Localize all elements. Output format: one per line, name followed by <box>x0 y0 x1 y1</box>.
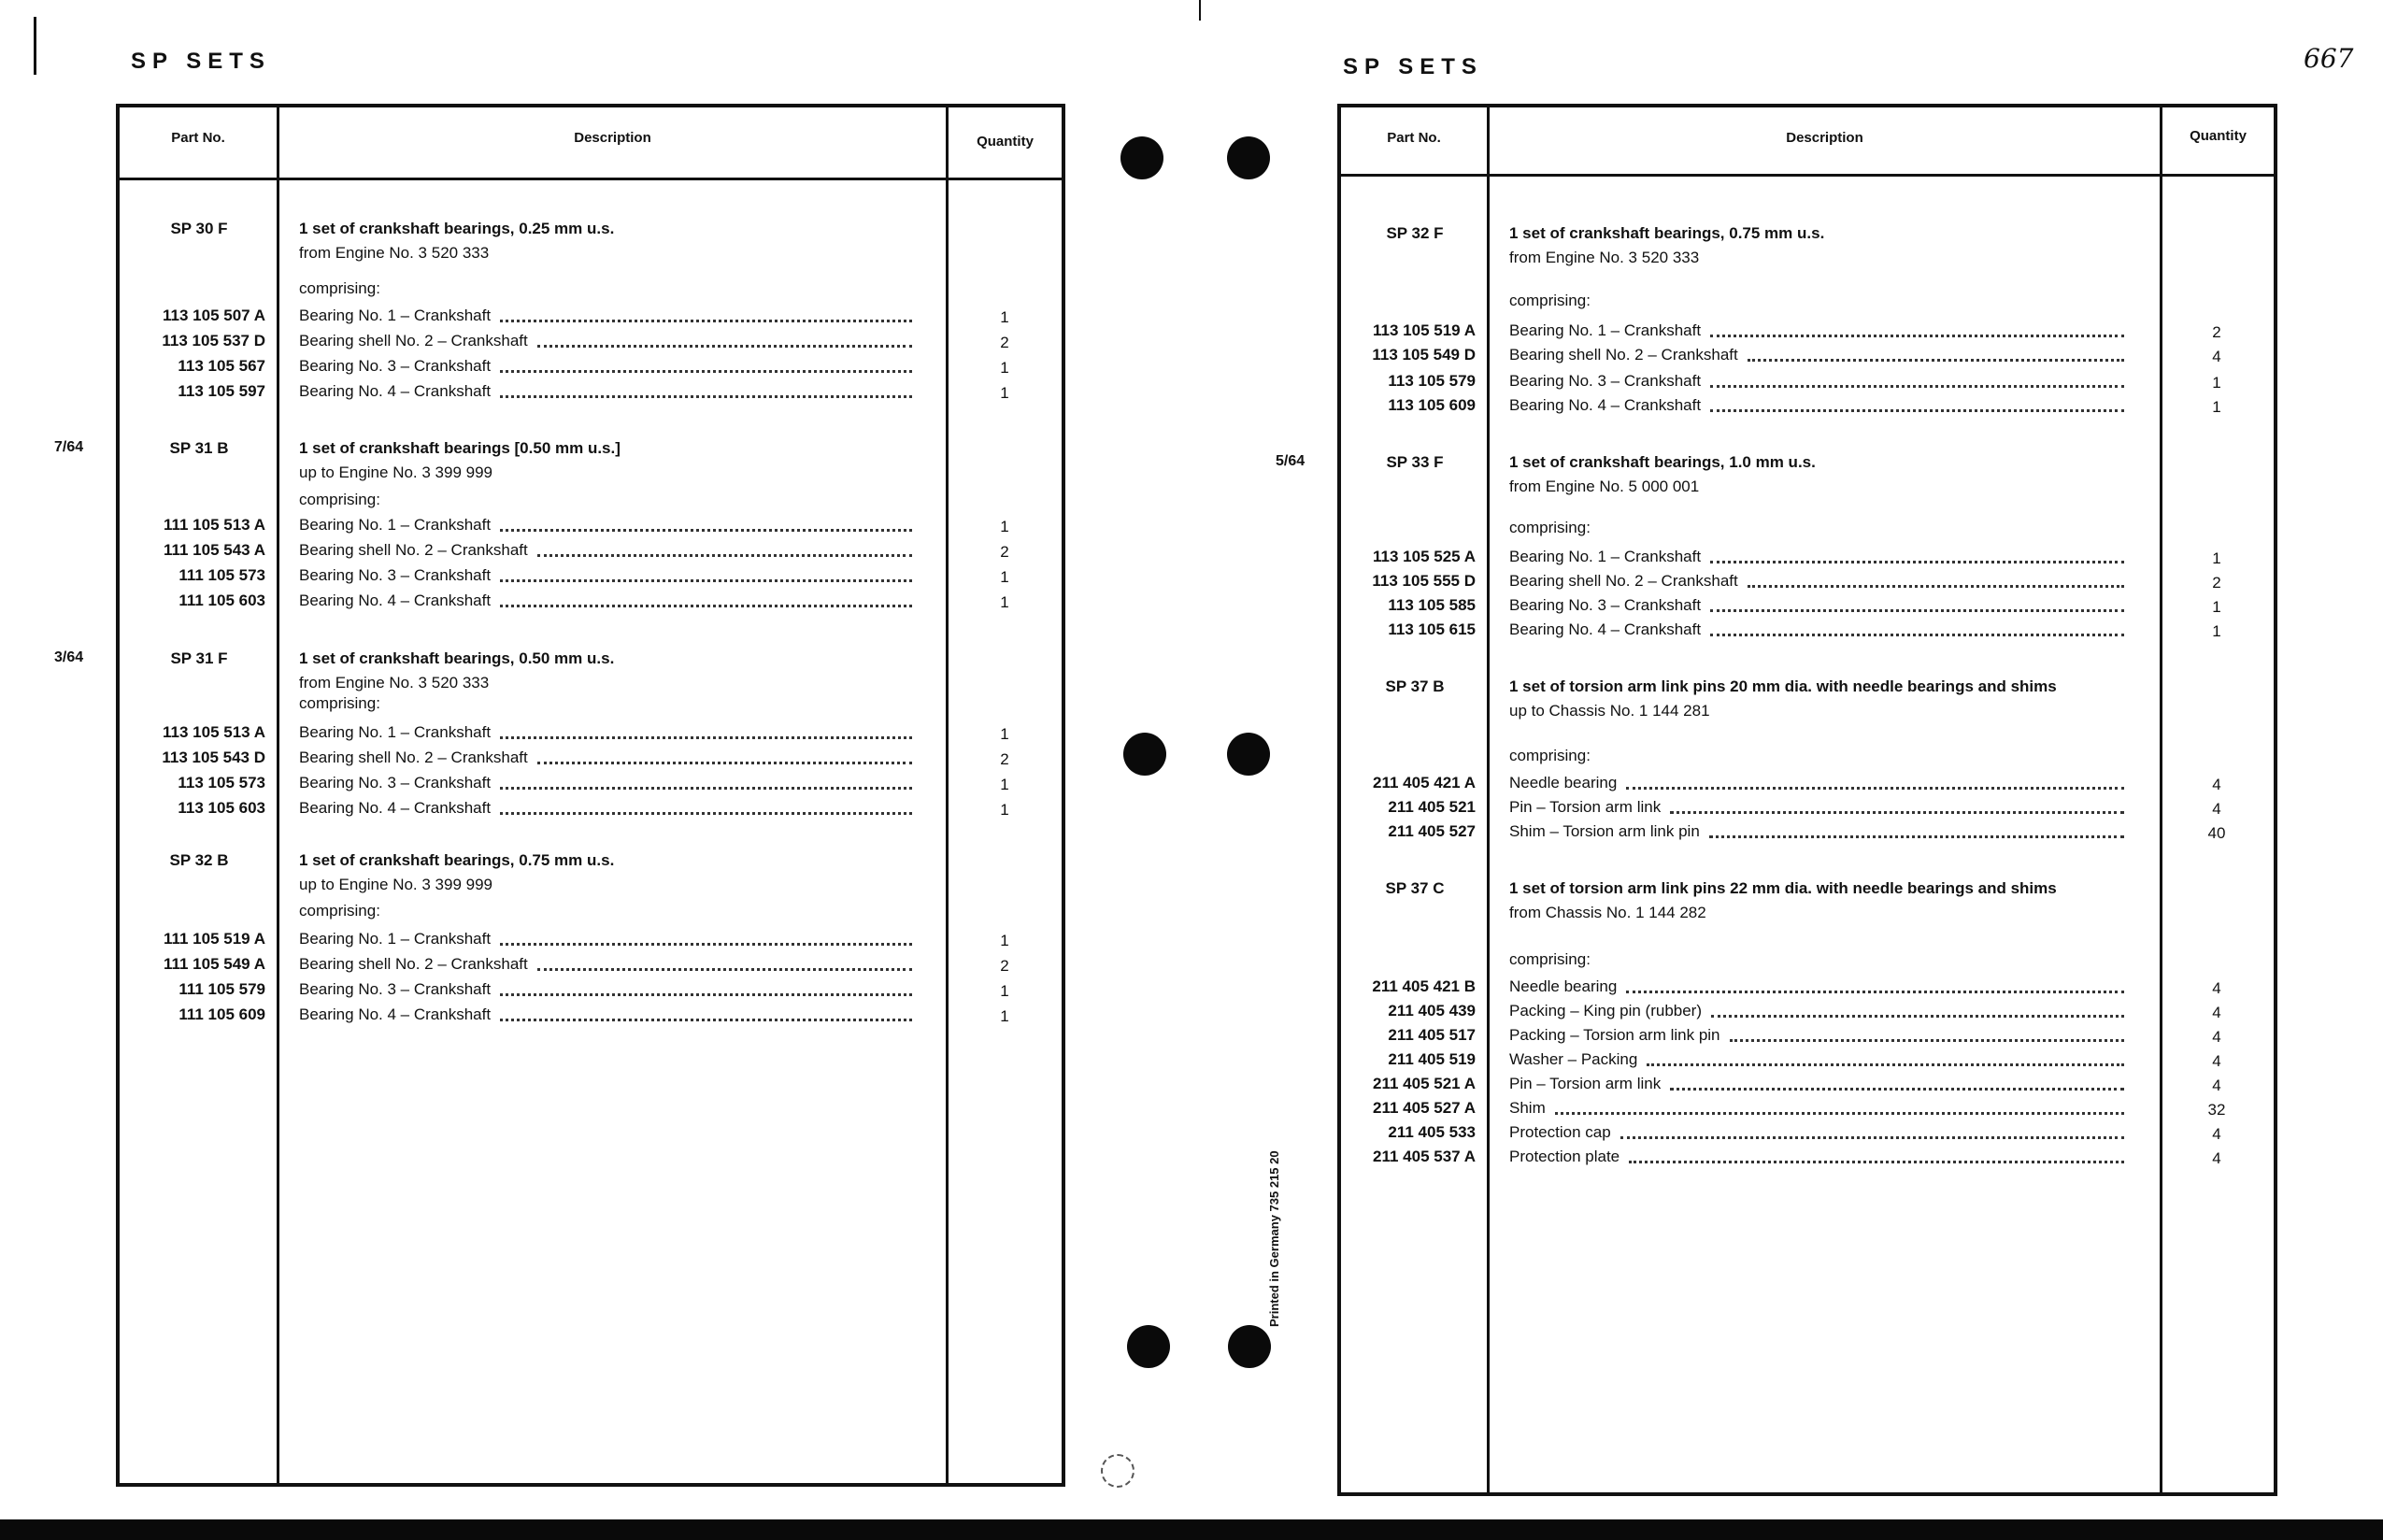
description-text: Shim <box>1509 1099 1546 1117</box>
part-number: 113 105 573 <box>178 774 265 791</box>
description-text: 1 set of crankshaft bearings, 0.50 mm u.s. <box>299 649 615 667</box>
leader-dots <box>537 968 912 971</box>
scan-bottom-edge <box>0 1519 2383 1540</box>
part-number: 111 105 549 A <box>163 955 265 973</box>
part-number: 113 105 513 A <box>163 723 265 741</box>
header-description: Description <box>574 130 651 146</box>
quantity-value: 2 <box>1000 750 1009 768</box>
quantity-value: 1 <box>2212 622 2221 640</box>
description-text: Bearing shell No. 2 – Crankshaft <box>299 332 528 349</box>
quantity-value: 2 <box>2212 574 2221 592</box>
leader-dots <box>537 554 912 557</box>
quantity-value: 1 <box>1000 308 1009 326</box>
leader-dots <box>1710 335 2124 337</box>
description-text: Bearing No. 3 – Crankshaft <box>1509 596 1702 614</box>
leader-dots <box>1626 787 2124 790</box>
margin-note: 3/64 <box>54 649 84 665</box>
description-subtext: from Chassis No. 1 144 282 <box>1509 904 1706 921</box>
description-text: Protection plate <box>1509 1148 1620 1165</box>
description-text: Bearing shell No. 2 – Crankshaft <box>299 749 528 766</box>
description-subtext: from Engine No. 5 000 001 <box>1509 478 1700 495</box>
leader-dots <box>500 395 912 398</box>
description-subtext: from Engine No. 3 520 333 <box>1509 249 1700 266</box>
table-row <box>1341 620 2274 652</box>
quantity-value: 4 <box>2212 1149 2221 1167</box>
description-text: Bearing No. 4 – Crankshaft <box>1509 620 1702 638</box>
quantity-value: 1 <box>2212 374 2221 392</box>
part-number: 113 105 597 <box>178 382 265 400</box>
table-row <box>1341 822 2274 854</box>
printed-in-germany-imprint: Printed in Germany 735 215 20 <box>1267 1150 1281 1327</box>
page-title: SP SETS <box>131 49 271 74</box>
description-text: Bearing No. 1 – Crankshaft <box>299 723 492 741</box>
quantity-value: 40 <box>2207 824 2226 842</box>
description-text: Bearing No. 1 – Crankshaft <box>299 307 492 324</box>
description-text: Shim – Torsion arm link pin <box>1509 822 1700 840</box>
quantity-value: 2 <box>1000 334 1009 351</box>
margin-note: 5/64 <box>1276 453 1306 469</box>
set-header-row <box>1276 453 2274 495</box>
description-text: Bearing No. 3 – Crankshaft <box>299 774 492 791</box>
punch-ring <box>1101 1454 1134 1488</box>
part-number: 113 105 555 D <box>1372 572 1476 590</box>
description-text: Bearing No. 3 – Crankshaft <box>299 566 492 584</box>
leader-dots <box>1710 634 2124 636</box>
header-quantity: Quantity <box>977 134 1034 150</box>
quantity-value: 4 <box>2212 979 2221 997</box>
leader-dots <box>537 762 912 764</box>
description-text: Bearing No. 4 – Crankshaft <box>299 592 492 609</box>
description-text: Bearing No. 4 – Crankshaft <box>299 799 492 817</box>
comprising-row <box>1341 292 2274 323</box>
quantity-value: 1 <box>1000 982 1009 1000</box>
quantity-value: 1 <box>1000 1007 1009 1025</box>
description-text: 1 set of torsion arm link pins 22 mm dia. with needle bearings and shims <box>1509 879 2057 897</box>
leader-dots <box>1710 561 2124 563</box>
quantity-value: 2 <box>1000 543 1009 561</box>
leader-dots <box>500 993 912 996</box>
table-row <box>120 1005 1062 1037</box>
part-number: 113 105 543 D <box>162 749 265 766</box>
part-number: 111 105 603 <box>178 592 265 609</box>
part-number: 211 405 521 A <box>1373 1075 1476 1092</box>
leader-dots <box>1748 585 2124 588</box>
part-number: SP 37 B <box>1385 677 1445 695</box>
quantity-value: 32 <box>2207 1101 2226 1119</box>
description-text: Bearing No. 3 – Crankshaft <box>299 357 492 375</box>
description-text: Packing – Torsion arm link pin <box>1509 1026 1720 1044</box>
parts-table <box>54 104 1065 1487</box>
quantity-value: 4 <box>2212 1125 2221 1143</box>
leader-dots <box>500 320 912 322</box>
leader-dots <box>1626 991 2124 993</box>
quantity-value: 1 <box>2212 598 2221 616</box>
description-text: Bearing No. 1 – Crankshaft <box>299 930 492 948</box>
leader-dots <box>1647 1063 2124 1066</box>
description-subtext: from Engine No. 3 520 333 <box>299 244 490 262</box>
part-number: 113 105 549 D <box>1372 346 1476 364</box>
table-row <box>120 382 1062 414</box>
set-header-row <box>1341 677 2274 720</box>
part-number: SP 32 F <box>1386 224 1444 242</box>
header-quantity: Quantity <box>2190 128 2247 144</box>
description-text: comprising: <box>299 279 380 297</box>
comprising-row <box>120 694 1062 726</box>
margin-note: 7/64 <box>54 439 84 455</box>
quantity-value: 4 <box>2212 1052 2221 1070</box>
description-text: Bearing shell No. 2 – Crankshaft <box>299 955 528 973</box>
quantity-value: 1 <box>1000 384 1009 402</box>
header-part-no: Part No. <box>171 130 225 146</box>
table-row <box>1341 396 2274 428</box>
part-number: SP 30 F <box>170 220 228 237</box>
description-text: Washer – Packing <box>1509 1050 1638 1068</box>
part-number: 111 105 579 <box>178 980 265 998</box>
description-text: comprising: <box>1509 950 1591 968</box>
binder-hole <box>1228 1325 1271 1368</box>
binder-hole <box>1120 136 1163 179</box>
part-number: 111 105 519 A <box>163 930 265 948</box>
quantity-value: 2 <box>1000 957 1009 975</box>
part-number: 211 405 519 <box>1388 1050 1476 1068</box>
description-text: comprising: <box>1509 519 1591 536</box>
comprising-row <box>120 902 1062 934</box>
description-subtext: up to Chassis No. 1 144 281 <box>1509 702 1710 720</box>
description-text: 1 set of crankshaft bearings, 0.25 mm u.s. <box>299 220 615 237</box>
part-number: 211 405 521 <box>1388 798 1476 816</box>
description-text: 1 set of torsion arm link pins 20 mm dia. with needle bearings and shims <box>1509 677 2057 695</box>
part-number: 113 105 537 D <box>162 332 265 349</box>
quantity-value: 1 <box>2212 398 2221 416</box>
parts-table <box>1276 104 2277 1496</box>
quantity-value: 4 <box>2212 1028 2221 1046</box>
quantity-value: 1 <box>1000 801 1009 819</box>
set-header-row <box>120 220 1062 262</box>
part-number: 211 405 421 B <box>1372 977 1476 995</box>
part-number: SP 31 B <box>169 439 229 457</box>
page-number: 667 <box>2304 43 2354 74</box>
quantity-value: 4 <box>2212 800 2221 818</box>
leader-dots <box>1670 811 2124 814</box>
leader-dots <box>500 787 912 790</box>
description-text: Bearing shell No. 2 – Crankshaft <box>299 541 528 559</box>
part-number: 111 105 513 A <box>163 516 265 534</box>
description-text: 1 set of crankshaft bearings, 0.75 mm u.s. <box>299 851 615 869</box>
quantity-value: 1 <box>2212 549 2221 567</box>
leader-dots <box>500 1019 912 1021</box>
description-text: 1 set of crankshaft bearings, 1.0 mm u.s. <box>1509 453 1816 471</box>
leader-dots <box>500 736 912 739</box>
leader-dots <box>500 943 912 946</box>
leader-dots <box>500 529 912 532</box>
description-text: Bearing No. 4 – Crankshaft <box>1509 396 1702 414</box>
description-text: Needle bearing <box>1509 977 1618 995</box>
part-number: 111 105 543 A <box>163 541 265 559</box>
comprising-row <box>1341 519 2274 550</box>
leader-dots <box>1709 835 2124 838</box>
leader-dots <box>1629 1161 2124 1163</box>
table-row <box>120 592 1062 623</box>
part-number: 211 405 527 <box>1388 822 1476 840</box>
leader-dots <box>500 579 912 582</box>
table-row <box>1341 1148 2274 1179</box>
description-text: comprising: <box>299 491 380 508</box>
binder-hole <box>1123 733 1166 776</box>
leader-dots <box>500 605 912 607</box>
leader-dots <box>537 345 912 348</box>
leader-dots <box>1555 1112 2124 1115</box>
part-number: 211 405 533 <box>1388 1123 1476 1141</box>
part-number: 211 405 527 A <box>1373 1099 1476 1117</box>
binder-hole <box>1127 1325 1170 1368</box>
leader-dots <box>1748 359 2124 362</box>
part-number: 113 105 507 A <box>163 307 265 324</box>
part-number: 111 105 609 <box>178 1005 265 1023</box>
part-number: 211 405 439 <box>1388 1002 1476 1020</box>
quantity-value: 2 <box>2212 323 2221 341</box>
description-text: Needle bearing <box>1509 774 1618 791</box>
description-text: Pin – Torsion arm link <box>1509 798 1662 816</box>
set-header-row <box>1341 879 2274 921</box>
part-number: SP 33 F <box>1386 453 1444 471</box>
part-number: 113 105 525 A <box>1373 548 1476 565</box>
part-number: SP 37 C <box>1385 879 1445 897</box>
quantity-value: 4 <box>2212 1077 2221 1094</box>
quantity-value: 1 <box>1000 932 1009 949</box>
quantity-value: 1 <box>1000 568 1009 586</box>
part-number: 211 405 517 <box>1388 1026 1476 1044</box>
set-header-row <box>54 649 1062 692</box>
description-text: 1 set of crankshaft bearings [0.50 mm u.s.] <box>299 439 621 457</box>
part-number: 113 105 567 <box>178 357 265 375</box>
right-page <box>1201 0 2383 1512</box>
description-text: Bearing No. 4 – Crankshaft <box>299 1005 492 1023</box>
part-number: 211 405 421 A <box>1373 774 1476 791</box>
part-number: 113 105 615 <box>1388 620 1476 638</box>
leader-dots <box>500 812 912 815</box>
left-page <box>0 0 1201 1512</box>
leader-dots <box>1670 1088 2124 1091</box>
set-header-row <box>120 851 1062 893</box>
description-text: Packing – King pin (rubber) <box>1509 1002 1703 1020</box>
part-number: 113 105 519 A <box>1373 321 1476 339</box>
quantity-value: 4 <box>2212 348 2221 365</box>
description-text: Bearing No. 4 – Crankshaft <box>299 382 492 400</box>
description-text: Bearing shell No. 2 – Crankshaft <box>1509 346 1738 364</box>
quantity-value: 1 <box>1000 725 1009 743</box>
table-row <box>120 799 1062 831</box>
description-text: Bearing No. 1 – Crankshaft <box>1509 548 1702 565</box>
leader-dots <box>1710 385 2124 388</box>
quantity-value: 4 <box>2212 1004 2221 1021</box>
header-part-no: Part No. <box>1387 130 1441 146</box>
part-number: SP 31 F <box>170 649 228 667</box>
leader-dots <box>1620 1136 2124 1139</box>
description-text: Bearing No. 3 – Crankshaft <box>299 980 492 998</box>
description-text: Bearing No. 1 – Crankshaft <box>299 516 492 534</box>
page-title: SP SETS <box>1343 54 1483 79</box>
leader-dots <box>1710 409 2124 412</box>
quantity-value: 4 <box>2212 776 2221 793</box>
quantity-value: 1 <box>1000 593 1009 611</box>
description-text: Pin – Torsion arm link <box>1509 1075 1662 1092</box>
leader-dots <box>500 370 912 373</box>
set-header-row <box>54 439 1062 481</box>
part-number: 113 105 585 <box>1388 596 1476 614</box>
description-text: Bearing No. 3 – Crankshaft <box>1509 372 1702 390</box>
part-number: SP 32 B <box>169 851 229 869</box>
description-subtext: up to Engine No. 3 399 999 <box>299 463 492 481</box>
description-text: Protection cap <box>1509 1123 1611 1141</box>
description-subtext: up to Engine No. 3 399 999 <box>299 876 492 893</box>
set-header-row <box>1341 224 2274 266</box>
table-body <box>54 107 1062 1483</box>
leader-dots <box>1730 1039 2124 1042</box>
description-text: Bearing shell No. 2 – Crankshaft <box>1509 572 1738 590</box>
table-body <box>1276 107 2274 1492</box>
quantity-value: 1 <box>1000 359 1009 377</box>
part-number: 113 105 579 <box>1388 372 1476 390</box>
description-text: comprising: <box>299 694 380 712</box>
description-text: comprising: <box>1509 292 1591 309</box>
part-number: 113 105 609 <box>1388 396 1476 414</box>
binder-hole <box>1227 733 1270 776</box>
quantity-value: 1 <box>1000 776 1009 793</box>
leader-dots <box>1711 1015 2124 1018</box>
description-text: 1 set of crankshaft bearings, 0.75 mm u.s. <box>1509 224 1825 242</box>
description-text: Bearing No. 1 – Crankshaft <box>1509 321 1702 339</box>
part-number: 113 105 603 <box>178 799 265 817</box>
quantity-value: 1 <box>1000 518 1009 535</box>
part-number: 111 105 573 <box>178 566 265 584</box>
description-text: comprising: <box>1509 747 1591 764</box>
binder-hole <box>1227 136 1270 179</box>
part-number: 211 405 537 A <box>1373 1148 1476 1165</box>
leader-dots <box>1710 609 2124 612</box>
header-description: Description <box>1786 130 1863 146</box>
description-subtext: from Engine No. 3 520 333 <box>299 674 490 692</box>
description-text: comprising: <box>299 902 380 920</box>
